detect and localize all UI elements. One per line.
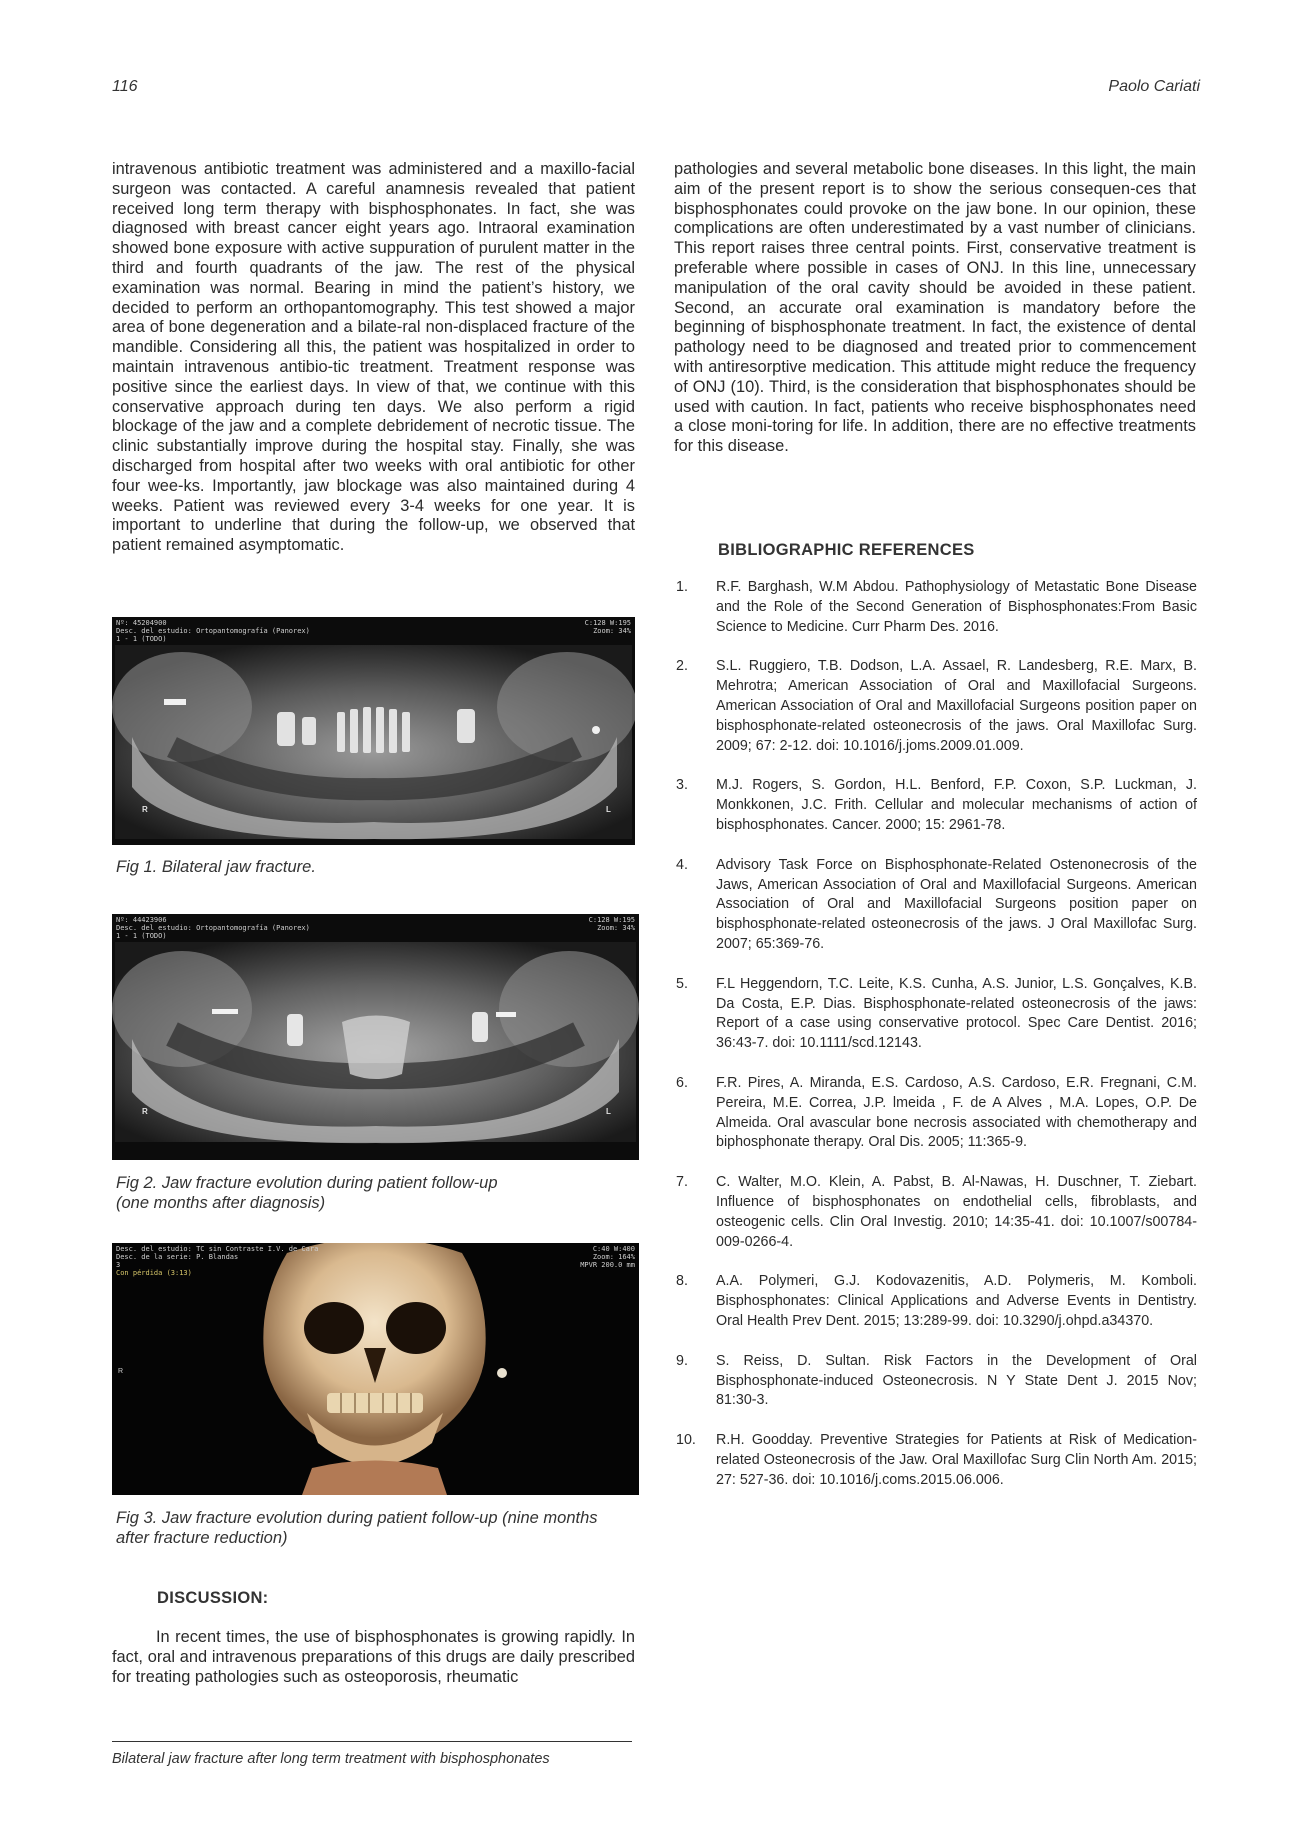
figure-1-xray xyxy=(112,617,635,845)
reference-text: M.J. Rogers, S. Gordon, H.L. Benford, F.P. Coxon, S.P. Luckman, J. Monkkonen, J.C. Frith. Cellular and molecular mechanisms of action of bisphosphonates. Cancer. 2000; 15: 2961-78. xyxy=(716,777,1197,833)
discussion-continued-paragraph: pathologies and several metabolic bone diseases. In this light, the main aim of the present report is to show the serious consequen-ces that bisphosphonates could provoke on the jaw bone. In our opinion, these complications are often underestimated by a vast number of clinicians. This report raises three central points. First, conservative treatment is preferable where possible in cases of ONJ. In this line, unnecessary manipulation of the oral cavity should be avoided in these patient. Second, an accurate oral examination is mandatory before the beginning of bisphosphonate treatment. In fact, the existence of dental pathology need to be diagnosed and treated prior to commencement with antiresorptive medication. This attitude might reduce the frequency of ONJ (10). Third, is the consideration that bisphosphonates should be used with caution. In fact, patients who receive bisphosphonates need a close moni-toring for life. In addition, there are no effective treatments for this disease. xyxy=(674,160,1196,456)
running-author: Paolo Cariati xyxy=(1108,78,1200,95)
fig1-overlay-line-1: Nº: 45204900 xyxy=(116,619,167,627)
reference-item-7 xyxy=(676,1173,1197,1252)
figure-3-caption-line-1: Fig 3. Jaw fracture evolution during patient follow-up (nine months xyxy=(116,1509,598,1527)
reference-item-3 xyxy=(676,776,1197,835)
reference-text: R.F. Barghash, W.M Abdou. Pathophysiology of Metastatic Bone Disease and the Role of the Second Generation of Bisphosphonates:From Basic Science to Medicine. Curr Pharm Des. 2016. xyxy=(716,579,1197,635)
running-footer: Bilateral jaw fracture after long term treatment with bisphosphonates xyxy=(112,1751,550,1767)
fig2-overlay-line-1: Nº: 44423906 xyxy=(116,916,167,924)
page-number: 116 xyxy=(112,78,138,95)
right-column xyxy=(674,160,1196,457)
figure-2-xray xyxy=(112,914,639,1160)
reference-text: C. Walter, M.O. Klein, A. Pabst, B. Al-Nawas, H. Duschner, T. Ziebart. Influence of bisphosphonates on endothelial cells, fibroblasts, and osteogenic cells. Clin Oral Investig. 2010; 14:35-41. doi: 10.1007/s00784-009-0266-4. xyxy=(716,1174,1197,1250)
reference-number: 9. xyxy=(676,1352,688,1369)
references-heading: BIBLIOGRAPHIC REFERENCES xyxy=(718,541,975,559)
reference-number: 2. xyxy=(676,658,688,675)
reference-text: A.A. Polymeri, G.J. Kodovazenitis, A.D. Polymeris, M. Komboli. Bisphosphonates: Clinical Applications and Adverse Events in Dentistry. Oral Health Prev Dent. 2015; 13:289-99. doi: 10.3290/j.ohpd.a34370. xyxy=(716,1273,1197,1329)
fig1-side-marker-l: L xyxy=(606,805,611,814)
reference-text: S.L. Ruggiero, T.B. Dodson, L.A. Assael, R. Landesberg, R.E. Marx, B. Mehrotra; American Association of Oral and Maxillofacial Surgeons. American Association of Oral and Maxillofacial Surgeons position paper on bisphosphonate-related osteonecrosis of the jaws. Oral Maxillofac Surg. 2009; 67: 2-12. doi: 10.1016/j.joms.2009.01.009. xyxy=(716,658,1197,754)
fig2-overlay-right-2: Zoom: 34% xyxy=(597,924,635,932)
fig1-overlay-line-3: 1 - 1 (TODO) xyxy=(116,635,167,643)
reference-item-1 xyxy=(676,578,1197,637)
figure-3-ct-skull xyxy=(112,1243,639,1495)
reference-item-9 xyxy=(676,1352,1197,1411)
reference-number: 10. xyxy=(676,1432,696,1449)
reference-item-4 xyxy=(676,856,1197,955)
fig2-side-marker-l: L xyxy=(606,1107,611,1116)
reference-text: F.R. Pires, A. Miranda, E.S. Cardoso, A.S. Cardoso, E.R. Fregnani, C.M. Pereira, M.E. Correa, J.P. lmeida , F. de A Alves , M.A. Lopes, O.P. De Almeida. Oral avascular bone necrosis associated with chemotherapy and biphosphonate therapy. Oral Dis. 2005; 11:365-9. xyxy=(716,1074,1197,1151)
fig1-overlay-line-2: Desc. del estudio: Ortopantomografía (Panorex) xyxy=(116,627,310,635)
fig1-overlay-right-1: C:128 W:195 xyxy=(584,619,631,627)
reference-text: F.L Heggendorn, T.C. Leite, K.S. Cunha, A.S. Junior, L.S. Gonçalves, K.B. Da Costa, E.P. Dias. Bisphosphonate-related osteonecrosis of the jaws: Report of a case using conservative protocol. Spec Care Dentist. 2016; 36:43-7. doi: 10.1111/scd.12143. xyxy=(716,975,1197,1052)
fig3-overlay-line-2: Desc. de la serie: P. Blandas xyxy=(116,1253,239,1261)
fig1-side-marker-r: R xyxy=(142,805,148,814)
reference-list xyxy=(676,578,1197,1510)
fig3-side-marker-r: R xyxy=(118,1368,124,1375)
figure-2-caption-line-2: (one months after diagnosis) xyxy=(116,1194,326,1212)
discussion-paragraph: In recent times, the use of bisphosphonates is growing rapidly. In fact, oral and intravenous preparations of this drugs are daily prescribed for treating pathologies such as osteoporosis, rheumatic xyxy=(112,1628,635,1686)
reference-number: 5. xyxy=(676,975,688,992)
fig1-overlay-right-2: Zoom: 34% xyxy=(593,627,631,635)
reference-text: R.H. Goodday. Preventive Strategies for Patients at Risk of Medication-related Osteonecrosis of the Jaw. Oral Maxillofac Surg Clin North Am. 2015; 27: 527-36. doi: 10.1016/j.coms.2015.06.006. xyxy=(716,1432,1197,1488)
fig3-overlay-line-4: Con pérdida (3:13) xyxy=(116,1269,192,1277)
reference-item-10 xyxy=(676,1431,1197,1490)
reference-text: Advisory Task Force on Bisphosphonate-Related Ostenonecrosis of the Jaws, American Association of Oral and Maxillofacial Surgeons. American Association of Oral and Maxillofacial Surgeons position paper on bisphosphonate-related osteonecrosis of the jaws. J Oral Maxillofac Surg. 2007; 65:369-76. xyxy=(716,856,1197,952)
reference-item-2 xyxy=(676,657,1197,756)
fig3-overlay-right-3: MPVR 200.0 mm xyxy=(580,1261,635,1269)
figure-1-caption: Fig 1. Bilateral jaw fracture. xyxy=(116,858,316,876)
fig2-overlay-right-1: C:128 W:195 xyxy=(588,916,635,924)
case-report-paragraph: intravenous antibiotic treatment was administered and a maxillo-facial surgeon was contacted. A careful anamnesis revealed that patient received long term therapy with bisphosphonates. In fact, she was diagnosed with breast cancer eight years ago. Intraoral examination showed bone exposure with active suppuration of purulent matter in the third and fourth quadrants of the jaw. The rest of the physical examination was normal. Bearing in mind the patient’s history, we decided to perform an orthopantomography. This test showed a major area of bone degeneration and a bilate-ral non-displaced fracture of the mandible. Considering all this, the patient was hospitalized in order to maintain intravenous antibio-tic treatment. Treatment response was positive since the earliest days. In view of that, we continue with this conservative approach during ten days. We also perform a rigid blockage of the jaw and a complete debridement of necrotic tissue. The clinic substantially improve during the hospital stay. Finally, she was discharged from hospital after two weeks with oral antibiotic for other four wee-ks. Importantly, jaw blockage was also maintained during 4 weeks. Patient was reviewed every 3-4 weeks for one year. It is important to underline that during the follow-up, we observed that patient remained asymptomatic. xyxy=(112,160,635,555)
reference-item-8 xyxy=(676,1272,1197,1331)
discussion-heading: DISCUSSION: xyxy=(157,1589,269,1607)
fig3-overlay-line-3: 3 xyxy=(116,1261,121,1269)
fig3-overlay-right-1: C:40 W:400 xyxy=(592,1245,635,1253)
reference-number: 7. xyxy=(676,1174,688,1191)
left-column xyxy=(112,160,635,556)
figure-3-caption-line-2: after fracture reduction) xyxy=(116,1529,288,1547)
reference-number: 8. xyxy=(676,1273,688,1290)
reference-number: 1. xyxy=(676,579,688,595)
fig2-side-marker-r: R xyxy=(142,1107,148,1116)
footer-divider xyxy=(112,1741,632,1742)
fig2-overlay-line-2: Desc. del estudio: Ortopantomografía (Panorex) xyxy=(116,924,310,932)
reference-number: 4. xyxy=(676,856,688,873)
fig3-overlay-right-2: Zoom: 164% xyxy=(592,1253,635,1261)
reference-item-6 xyxy=(676,1074,1197,1153)
figure-2-caption-line-1: Fig 2. Jaw fracture evolution during patient follow-up xyxy=(116,1174,498,1192)
reference-text: S. Reiss, D. Sultan. Risk Factors in the Development of Oral Bisphosphonate-induced Osteonecrosis. N Y State Dent J. 2015 Nov; 81:30-3. xyxy=(716,1352,1197,1409)
reference-number: 3. xyxy=(676,777,688,794)
fig2-overlay-line-3: 1 - 1 (TODO) xyxy=(116,932,167,940)
reference-item-5 xyxy=(676,975,1197,1054)
fig3-overlay-line-1: Desc. del estudio: TC sin Contraste I.V. de Cara xyxy=(116,1245,319,1253)
reference-number: 6. xyxy=(676,1074,688,1091)
figure-2-caption xyxy=(116,1173,498,1213)
figure-3-caption xyxy=(116,1508,598,1548)
